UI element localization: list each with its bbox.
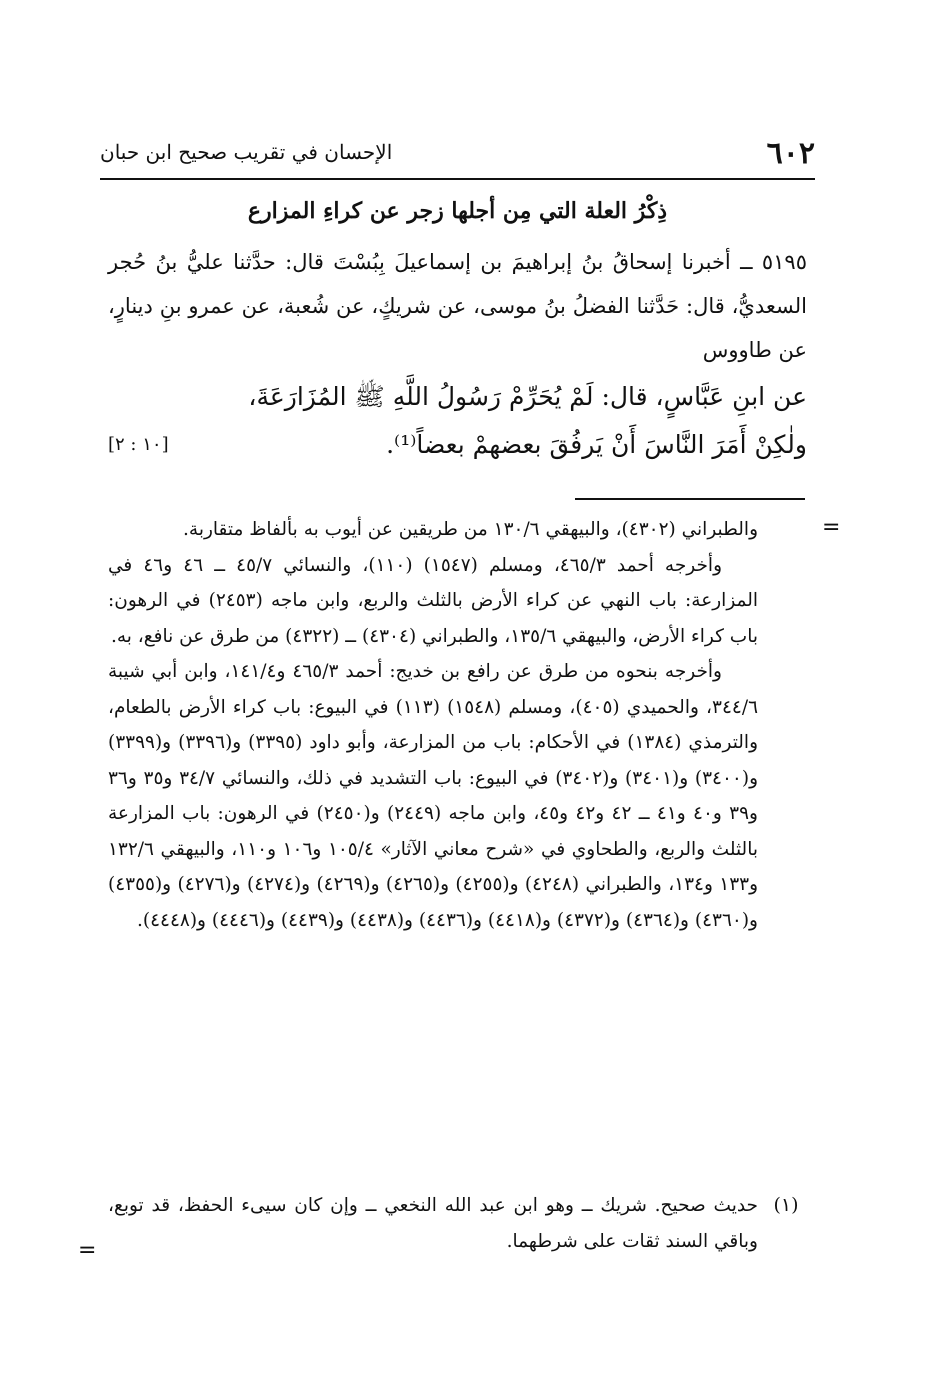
footnote-paragraph-1: والطبراني (٤٣٠٢)، والبيهقي ١٣٠/٦ من طريقين عن أيوب به بألفاظ متقاربة. — [183, 519, 758, 540]
page-number: ٦٠٢ — [766, 136, 815, 171]
hadith-isnad: ٥١٩٥ ــ أخبرنا إسحاقُ بنُ إبراهيمَ بن إسماعيلَ بِبُسْتَ قال: حدَّثنا عليُّ بنُ حُجر السعديُّ، قال: حَدَّثنا الفضلُ بنُ موسى، عن شريكٍ، عن شُعبة، عن عمرو بنِ دينارٍ، عن طاووس — [108, 250, 807, 362]
hadith-reference: [١٠ : ٢] — [108, 434, 169, 455]
footnote-rule — [575, 498, 805, 500]
running-title: الإحسان في تقريب صحيح ابن حبان — [100, 140, 393, 164]
hadith-matn-line-2 — [108, 422, 807, 468]
chapter-title: ذِكْرُ العلة التي مِن أجلها زجر عن كراءِ المزارع — [247, 198, 668, 224]
footnote-1-text: حديث صحيح. شريك ــ وهو ابن عبد الله النخعي ــ وإن كان سيىء الحفظ، قد توبع، وباقي السند ثقات على شرطهما. — [108, 1195, 758, 1252]
page-header — [100, 130, 815, 178]
main-text — [100, 188, 815, 468]
footnote-paragraph-3: وأخرجه بنحوه من طرق عن رافع بن خديج: أحمد ٤٦٥/٣ و١٤١/٤، وابن أبي شيبة ٣٤٤/٦، والحميدي (٤٠٥)، ومسلم (١٥٤٨) (١١٣) في البيوع: باب كراء الأرض بالطعام، والترمذي (١٣٨٤) في الأحكام: باب من المزارعة، وأبو داود (٣٣٩٥) و(٣٣٩٦) و(٣٣٩٩) و(٣٤٠٠) و(٣٤٠١) و(٣٤٠٢) في البيوع: باب التشديد في ذلك، والنسائي ٣٤/٧ و٣٥ و٣٦ و٣٩ و٤٠ و٤١ ــ ٤٢ و٤٢ و٤٥، وابن ماجه (٢٤٤٩) و(٢٤٥٠) في الرهون: باب المزارعة بالثلث والربع، والطحاوي في «شرح معاني الآثار» ١٠٥/٤ و١٠٦ و١١٠، والبيهقي ١٣٢/٦ و١٣٣ و١٣٤، والطبراني (٤٢٤٨) و(٤٢٥٥) و(٤٢٦٥) و(٤٢٦٩) و(٤٢٧٤) و(٤٢٧٦) و(٤٣٥٥) و(٤٣٦٠) و(٤٣٦٤) و(٤٣٧٢) و(٤٤١٨) و(٤٤٣٦) و(٤٤٣٨) و(٤٤٣٩) و(٤٤٤٦) و(٤٤٤٨). — [108, 661, 759, 931]
header-rule — [100, 178, 815, 180]
footnote-number: (١) — [773, 1194, 799, 1216]
footnote-paragraph-2: وأخرجه أحمد ٤٦٥/٣، ومسلم (١٥٤٧) (١١٠)، والنسائي ٤٥/٧ ــ ٤٦ و٤٦ في المزارعة: باب النهي عن كراء الأرض بالثلث والربع، وابن ماجه (٢٤٥٣) في الرهون: باب كراء الأرض، والبيهقي ١٣٥/٦، والطبراني (٤٣٠٤) ــ (٤٣٢٢) من طرق عن نافع، به. — [108, 554, 759, 647]
footnote-1 — [108, 1188, 758, 1259]
continuation-mark-bottom: = — [78, 1238, 97, 1263]
continuation-mark-top: = — [822, 515, 841, 540]
hadith-matn-text: ولٰكِنْ أَمَرَ النَّاسَ أَنْ يَرفُقَ بعضهمْ بعضاً⁽¹⁾. — [386, 430, 807, 459]
hadith-matn-line-1: عن ابنِ عَبَّاسٍ، قال: لَمْ يُحَرِّمْ رَسُولُ اللَّهِ ﷺ المُزَارَعَةَ، — [248, 382, 807, 411]
footnote-continuation — [108, 512, 758, 938]
